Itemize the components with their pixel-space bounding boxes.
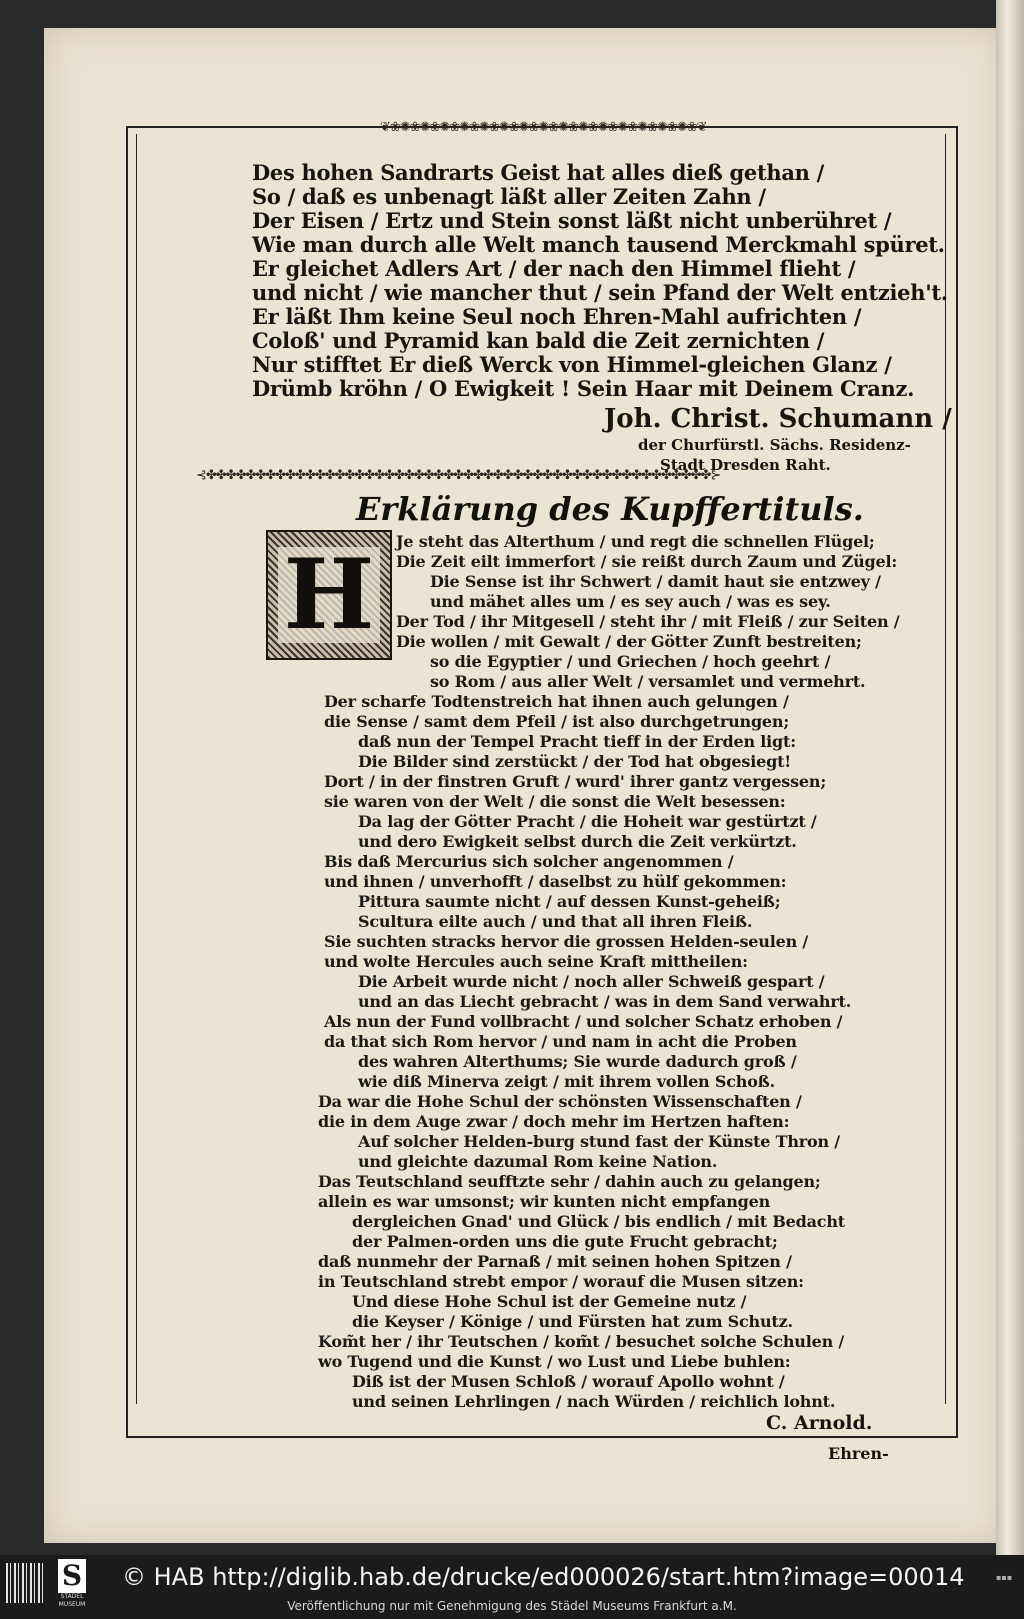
divider-ornament: ⊰✤✤✤✤✤✤✤✤✤✤✤✤✤✤✤✤✤✤✤✤✤✤✤✤✤✤✤✤✤✤✤✤✤✤✤✤✤✤✤✤✤✤✤✤✤✤✤✤✤✤✤⊱	[196, 468, 721, 483]
barcode-icon	[6, 1563, 46, 1603]
usage-notice: Veröffentlichung nur mit Genehmigung des Städel Museums Frankfurt a.M.	[287, 1599, 737, 1613]
page-edge	[996, 0, 1024, 1555]
poem-line: Coloß' und Pyramid kan bald die Zeit zernichten /	[252, 328, 825, 353]
copyright-link[interactable]: © HAB http://diglib.hab.de/drucke/ed000026/start.htm?image=00014	[122, 1563, 965, 1591]
poem-line: Die Bilder sind zerstückt / der Tod hat obgesiegt!	[358, 752, 792, 771]
poem-line: Die Sense ist ihr Schwert / damit haut sie entzwey /	[430, 572, 881, 591]
poem-line: Da war die Hohe Schul der schönsten Wissenschaften /	[318, 1092, 802, 1111]
poem-line: daß nun der Tempel Pracht tieff in der Erden ligt:	[358, 732, 796, 751]
poem-line: und seinen Lehrlingen / nach Würden / reichlich lohnt.	[352, 1392, 836, 1411]
poem-line: da that sich Rom hervor / und nam in acht die Proben	[324, 1032, 797, 1051]
poem-line: und mähet alles um / es sey auch / was es sey.	[430, 592, 831, 611]
poem-line: dergleichen Gnad' und Glück / bis endlich / mit Bedacht	[352, 1212, 845, 1231]
poem-line: wo Tugend und die Kunst / wo Lust und Liebe buhlen:	[318, 1352, 791, 1371]
signature-title: Stadt Dresden Raht.	[660, 456, 831, 474]
poem-line: daß nunmehr der Parnaß / mit seinen hohen Spitzen /	[318, 1252, 792, 1271]
poem-line: der Palmen-orden uns die gute Frucht gebracht;	[352, 1232, 778, 1251]
poem-line: und wolte Hercules auch seine Kraft mittheilen:	[324, 952, 748, 971]
poem-line: Als nun der Fund vollbracht / und solcher Schatz erhoben /	[324, 1012, 843, 1031]
poem-line: und ihnen / unverhofft / daselbst zu hülf gekommen:	[324, 872, 787, 891]
poem-line: und nicht / wie mancher thut / sein Pfand der Welt entzieh't.	[252, 280, 948, 305]
poem-line: Und diese Hohe Schul ist der Gemeine nutz /	[352, 1292, 747, 1311]
poem-line: wie diß Minerva zeigt / mit ihrem vollen Schoß.	[358, 1072, 775, 1091]
poem-line: so die Egyptier / und Griechen / hoch geehrt /	[430, 652, 831, 671]
poem-line: Sie suchten stracks hervor die grossen Helden-seulen /	[324, 932, 809, 951]
poem-line: Der scharfe Todtenstreich hat ihnen auch gelungen /	[324, 692, 789, 711]
poem-line: die in dem Auge zwar / doch mehr im Hertzen haften:	[318, 1112, 790, 1131]
poem-line: Die wollen / mit Gewalt / der Götter Zunft bestreiten;	[396, 632, 862, 651]
poem-line: Auf solcher Helden-burg stund fast der Künste Thron /	[358, 1132, 840, 1151]
logo-name: STÄDEL MUSEUM	[58, 1593, 86, 1608]
poem-line: Diß ist der Musen Schloß / worauf Apollo wohnt /	[352, 1372, 785, 1391]
poem-line: Der Eisen / Ertz und Stein sonst läßt nicht unberühret /	[252, 208, 892, 233]
poem-line: Kom̃t her / ihr Teutschen / kom̃t / besuchet solche Schulen /	[318, 1332, 845, 1351]
poem-line: allein es war umsonst; wir kunten nicht empfangen	[318, 1192, 771, 1211]
signature-arnold: C. Arnold.	[766, 1412, 873, 1434]
poem-line: Die Arbeit wurde nicht / noch aller Schweiß gespart /	[358, 972, 825, 991]
signature-title: der Churfürstl. Sächs. Residenz-	[638, 436, 911, 454]
poem-line: Pittura saumte nicht / auf dessen Kunst-geheiß;	[358, 892, 781, 911]
poem-line: So / daß es unbenagt läßt aller Zeiten Zahn /	[252, 184, 766, 209]
poem-line: Der Tod / ihr Mitgesell / steht ihr / mit Fleiß / zur Seiten /	[396, 612, 900, 631]
poem-line: und an das Liecht gebracht / was in dem Sand verwahrt.	[358, 992, 852, 1011]
top-ornament: ❦❀✺❀✺❀✺❀✺❀✺❀✺❀✺❀✺❀✺❀✺❀✺❀✺❀✺❀✺❀✺❀❦	[380, 120, 707, 135]
poem-line: und gleichte dazumal Rom keine Nation.	[358, 1152, 718, 1171]
poem-line: Da lag der Götter Pracht / die Hoheit war gestürtzt /	[358, 812, 817, 831]
poem-line: Er gleichet Adlers Art / der nach den Himmel flieht /	[252, 256, 856, 281]
footer-bar	[0, 1555, 1024, 1619]
poem-line: Das Teutschland seufftzte sehr / dahin auch zu gelangen;	[318, 1172, 821, 1191]
poem-line: Er läßt Ihm keine Seul noch Ehren-Mahl aufrichten /	[252, 304, 862, 329]
poem-line: Bis daß Mercurius sich solcher angenommen /	[324, 852, 734, 871]
poem-line: Nur stifftet Er dieß Werck von Himmel-gleichen Glanz /	[252, 352, 892, 377]
poem-line: und dero Ewigkeit selbst durch die Zeit verkürtzt.	[358, 832, 797, 851]
poem-line: die Keyser / Könige / und Fürsten hat zum Schutz.	[352, 1312, 793, 1331]
logo-letter: S	[58, 1559, 86, 1593]
poem-line: Drümb kröhn / O Ewigkeit ! Sein Haar mit Deinem Cranz.	[252, 376, 915, 401]
poem-line: Die Zeit eilt immerfort / sie reißt durch Zaum und Zügel:	[396, 552, 898, 571]
poem-line: Je steht das Alterthum / und regt die schnellen Flügel;	[396, 532, 875, 551]
poem-line: sie waren von der Welt / die sonst die Welt besessen:	[324, 792, 786, 811]
catchword: Ehren-	[828, 1444, 889, 1463]
poem-line: in Teutschland strebt empor / worauf die Musen sitzen:	[318, 1272, 804, 1291]
poem-line: Wie man durch alle Welt manch tausend Merckmahl spüret.	[252, 232, 945, 257]
poem-line: des wahren Alterthums; Sie wurde dadurch groß /	[358, 1052, 797, 1071]
signature-schumann: Joh. Christ. Schumann /	[604, 404, 952, 434]
poem-line: die Sense / samt dem Pfeil / ist also durchgetrungen;	[324, 712, 790, 731]
poem-line: Dort / in der finstren Gruft / wurd' ihrer gantz vergessen;	[324, 772, 827, 791]
initial-letter: H	[278, 547, 381, 643]
section-heading: Erklärung des Kupffertituls.	[356, 490, 864, 528]
poem-line: so Rom / aus aller Welt / versamlet und vermehrt.	[430, 672, 866, 691]
decorated-initial	[266, 530, 392, 660]
poem-line: Scultura eilte auch / und that all ihren Fleiß.	[358, 912, 753, 931]
poem-line: Des hohen Sandrarts Geist hat alles dieß gethan /	[252, 160, 824, 185]
page-mark: ▪▪▪	[996, 1573, 1013, 1582]
